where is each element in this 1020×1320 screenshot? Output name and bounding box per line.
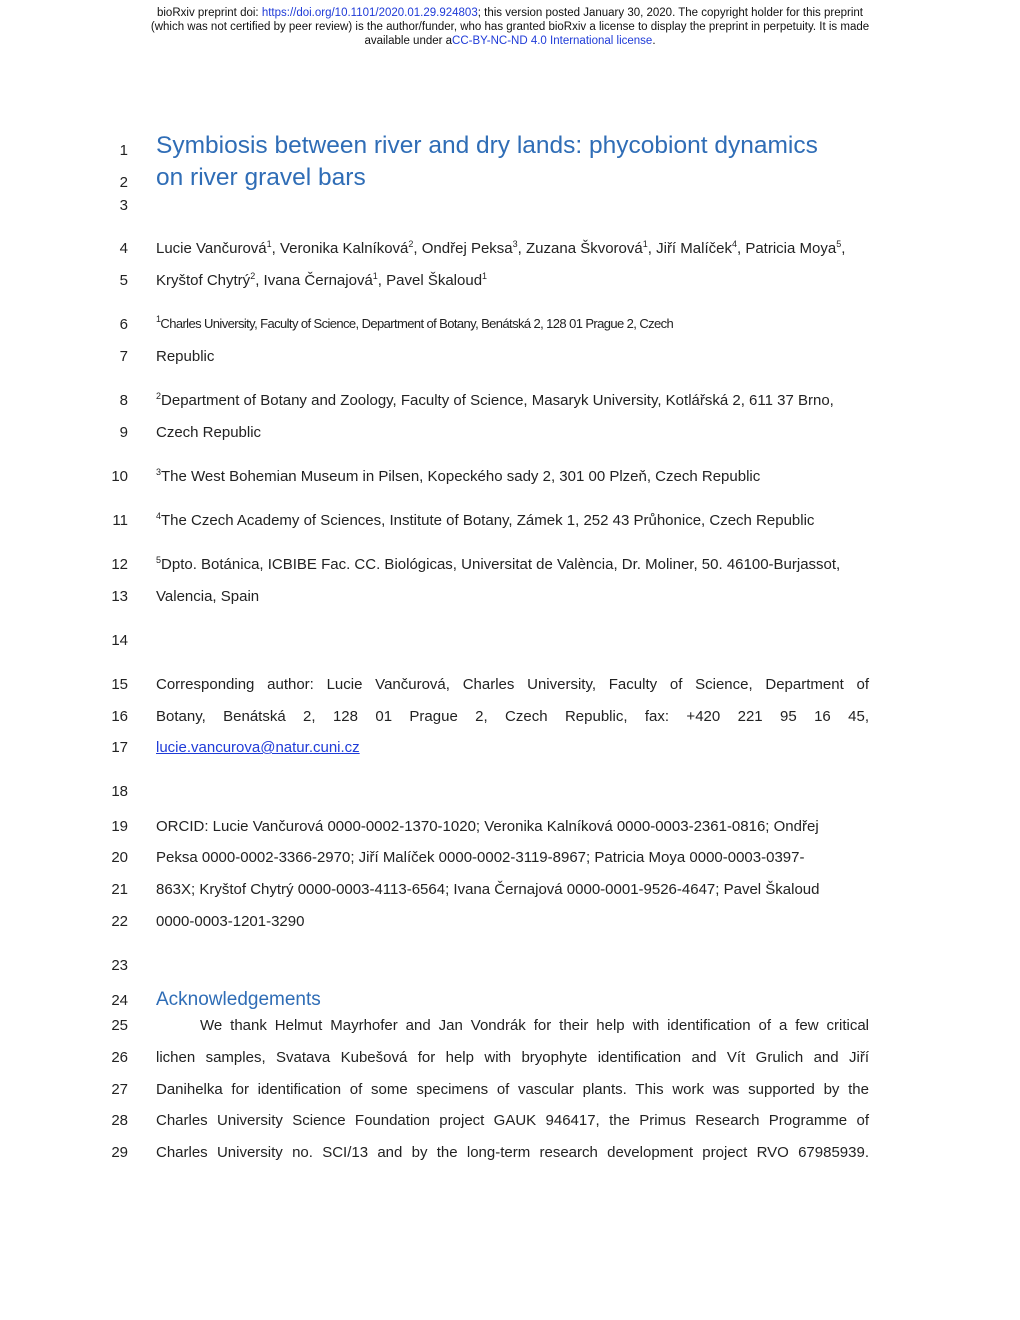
affiliation-text: The Czech Academy of Sciences, Institute of Botany, Zámek 1, 252 43 Průhonice, Czech Republic	[161, 512, 815, 529]
affiliation-1-cont: Republic	[156, 348, 215, 365]
line-number: 25	[111, 1017, 128, 1034]
line-number: 17	[111, 739, 128, 756]
affiliation-5-cont: Valencia, Spain	[156, 588, 260, 605]
header-text: (which was not certified by peer review) is the author/funder, who has granted bioRxiv a license to display the preprint in perpetuity. It is made	[150, 21, 870, 33]
author-list-line2	[156, 272, 869, 289]
line-number: 19	[111, 818, 128, 835]
line-number: 23	[111, 957, 128, 974]
line-number: 15	[111, 676, 128, 693]
line-number: 3	[119, 197, 128, 214]
header-text: bioRxiv preprint doi:	[156, 7, 262, 19]
affiliation-text: Charles University, Faculty of Science, Department of Botany, Benátská 2, 128 01 Prague 2, Czech	[160, 316, 674, 331]
line-number: 9	[119, 424, 128, 441]
line-number: 10	[111, 468, 128, 485]
affiliation-1	[156, 316, 869, 331]
affiliation-marker: 1	[642, 239, 648, 249]
affiliation-marker: 2	[156, 391, 162, 401]
line-number: 11	[112, 512, 128, 529]
line-number: 8	[119, 392, 128, 409]
author-name: Pavel Škaloud	[386, 272, 483, 289]
line-number: 29	[111, 1144, 128, 1161]
corresponding-author-line2: Botany, Benátská 2, 128 01 Prague 2, Czech Republic, fax: +420 221 95 16 45,	[156, 708, 869, 725]
line-number: 27	[111, 1081, 128, 1098]
affiliation-marker: 1	[266, 239, 272, 249]
line-number: 14	[111, 632, 128, 649]
line-number: 26	[111, 1049, 128, 1066]
author-name: Jiří Malíček	[656, 240, 732, 257]
author-name: Ivana Černajová	[263, 272, 373, 289]
orcid-line1: ORCID: Lucie Vančurová 0000-0002-1370-1020; Veronika Kalníková 0000-0003-2361-0816; Ondřej	[156, 818, 819, 835]
affiliation-marker: 2	[408, 239, 414, 249]
affiliation-marker: 5	[156, 555, 162, 565]
affiliation-4	[156, 512, 869, 529]
affiliation-marker: 3	[512, 239, 518, 249]
acknowledgements-line1: We thank Helmut Mayrhofer and Jan Vondrák for their help with identification of a few critical	[200, 1017, 869, 1034]
affiliation-2-cont: Czech Republic	[156, 424, 262, 441]
affiliation-marker: 1	[156, 314, 161, 324]
line-number: 13	[111, 588, 128, 605]
license-link[interactable]: CC-BY-NC-ND 4.0 International license	[452, 35, 653, 47]
line-number: 6	[119, 316, 128, 333]
orcid-line2: Peksa 0000-0002-3366-2970; Jiří Malíček 0000-0002-3119-8967; Patricia Moya 0000-0003-0397-	[156, 849, 805, 866]
author-list-line1	[156, 240, 869, 257]
header-text: available under a	[364, 35, 453, 47]
separator: ,	[377, 272, 387, 289]
affiliation-2	[156, 392, 869, 409]
line-number: 1	[119, 142, 128, 159]
author-name: Veronika Kalníková	[279, 240, 409, 257]
separator: ,	[271, 240, 280, 257]
acknowledgements-heading: Acknowledgements	[156, 989, 321, 1010]
affiliation-marker: 5	[836, 239, 842, 249]
line-number: 7	[119, 348, 128, 365]
affiliation-text: Dpto. Botánica, ICBIBE Fac. CC. Biológicas, Universitat de València, Dr. Moliner, 50. 46100-Burjassot,	[161, 556, 841, 573]
corresponding-author-line1: Corresponding author: Lucie Vančurová, Charles University, Faculty of Science, Department of	[156, 676, 869, 693]
affiliation-marker: 4	[156, 511, 162, 521]
line-number: 18	[111, 783, 128, 800]
separator: ,	[517, 240, 527, 257]
paper-title-line2: on river gravel bars	[156, 164, 366, 191]
affiliation-marker: 2	[250, 271, 256, 281]
line-number: 4	[119, 240, 128, 257]
acknowledgements-line2: lichen samples, Svatava Kubešová for help with bryophyte identification and Vít Grulich and Jiří	[156, 1049, 869, 1066]
separator: ,	[736, 240, 746, 257]
separator: ,	[841, 240, 846, 257]
line-number: 16	[111, 708, 128, 725]
line-number: 21	[111, 881, 128, 898]
header-text: .	[652, 35, 656, 47]
author-name: Lucie Vančurová	[156, 240, 267, 257]
author-name: Kryštof Chytrý	[156, 272, 251, 289]
author-name: Patricia Moya	[745, 240, 837, 257]
affiliation-text: Department of Botany and Zoology, Faculty of Science, Masaryk University, Kotlářská 2, 611 37 Brno,	[161, 392, 834, 409]
affiliation-marker: 1	[372, 271, 378, 281]
orcid-line3: 863X; Kryštof Chytrý 0000-0003-4113-6564; Ivana Černajová 0000-0001-9526-4647; Pavel Škaloud	[156, 881, 820, 898]
affiliation-marker: 3	[156, 467, 162, 477]
affiliation-text: The West Bohemian Museum in Pilsen, Kopeckého sady 2, 301 00 Plzeň, Czech Republic	[161, 468, 761, 485]
separator: ,	[413, 240, 422, 257]
author-name: Ondřej Peksa	[421, 240, 513, 257]
line-number: 2	[119, 174, 128, 191]
line-number: 28	[111, 1112, 128, 1129]
line-number: 24	[111, 992, 128, 1009]
separator: ,	[255, 272, 264, 289]
line-number: 5	[119, 272, 128, 289]
line-number: 22	[111, 913, 128, 930]
orcid-line4: 0000-0003-1201-3290	[156, 913, 305, 930]
line-number: 12	[111, 556, 128, 573]
acknowledgements-line4: Charles University Science Foundation project GAUK 946417, the Primus Research Programme of	[156, 1112, 869, 1129]
paper-title-line1: Symbiosis between river and dry lands: phycobiont dynamics	[156, 132, 818, 159]
email-link[interactable]: lucie.vancurova@natur.cuni.cz	[156, 739, 360, 756]
separator: ,	[647, 240, 657, 257]
acknowledgements-line3: Danihelka for identification of some specimens of vascular plants. This work was supported by the	[156, 1081, 869, 1098]
header-text: ; this version posted January 30, 2020. The copyright holder for this preprint	[477, 7, 863, 19]
affiliation-3	[156, 468, 869, 485]
affiliation-marker: 4	[731, 239, 737, 249]
acknowledgements-line5: Charles University no. SCI/13 and by the long-term research development project RVO 67985939.	[156, 1144, 869, 1161]
line-number: 20	[111, 849, 128, 866]
preprint-header	[40, 6, 980, 48]
affiliation-5	[156, 556, 869, 573]
author-name: Zuzana Škvorová	[526, 240, 643, 257]
doi-link[interactable]: https://doi.org/10.1101/2020.01.29.924803	[261, 7, 478, 19]
affiliation-marker: 1	[482, 271, 488, 281]
